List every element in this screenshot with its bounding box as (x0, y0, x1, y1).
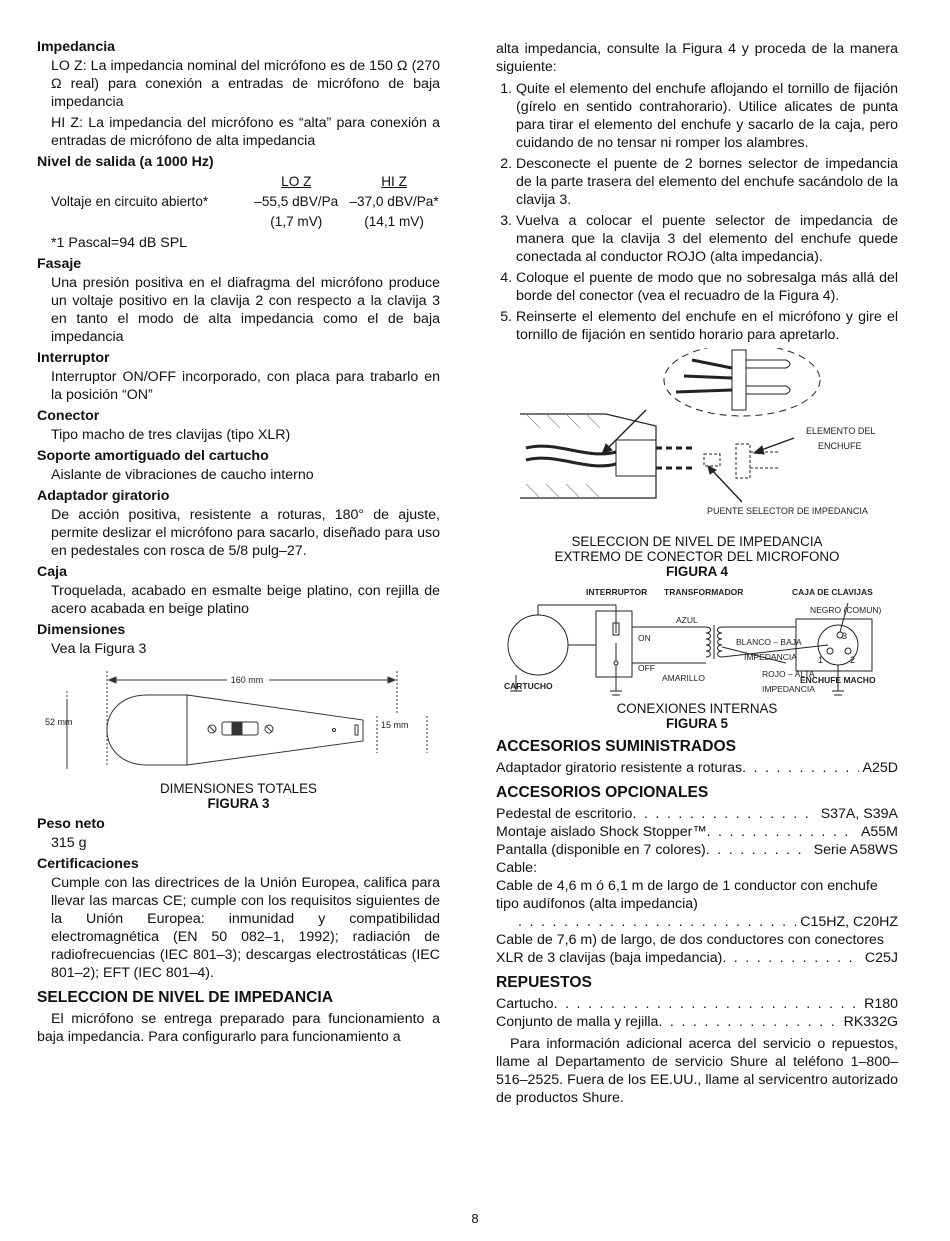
cable-label: Cable: (496, 860, 538, 876)
fig5-enchufe: ENCHUFE MACHO (800, 675, 876, 685)
step-item: 3. Vuelva a colocar el puente selector de impedancia de manera que la clavija 3 del elemento del enchufe quede conectada al conductor ROJO (alta impedancia). (516, 212, 898, 266)
fig5-azul: AZUL (676, 615, 698, 625)
figure-5-wiring-diagram (496, 583, 898, 701)
accessory-model: C15HZ, C20HZ (800, 914, 898, 930)
right-intro: alta impedancia, consulte la Figura 4 y proceda de la manera siguiente: (496, 41, 898, 75)
fig3-tail-label: 15 mm (381, 720, 409, 730)
suministrados-heading: ACCESORIOS SUMINISTRADOS (496, 738, 736, 755)
fig5-pin-3: 3 (842, 631, 848, 641)
service-info: Para información adicional acerca del servicio o repuestos, llame al Departamento de servicio Shure al teléfono 1–800–516–2525. Fuera de los EE.UU., llame al servicentro autorizado de productos Shure. (496, 1036, 898, 1106)
accessory-label: Adaptador giratorio resistente a roturas (496, 760, 743, 776)
fig5-caption-1: CONEXIONES INTERNAS (616, 701, 778, 716)
figure-3-microphone-drawing (37, 661, 440, 781)
fig5-rojo-1: ROJO – ALTA (762, 669, 815, 679)
fasaje-heading: Fasaje (37, 256, 82, 272)
fig5-blanco-1: BLANCO – BAJA (736, 637, 802, 647)
hi-dbv: –37,0 dBV/Pa* (349, 194, 439, 209)
repuestos-heading: REPUESTOS (496, 974, 592, 991)
fig5-blanco-2: IMPEDANCIA (744, 652, 797, 662)
figure-4-connector-drawing (496, 348, 898, 530)
caja-heading: Caja (37, 564, 67, 580)
lo-dbv: –55,5 dBV/Pa (254, 194, 339, 209)
cable-2-desc: Cable de 7,6 m) de largo, de dos conductores con conectores (496, 932, 885, 948)
fig3-len-label: 160 mm (230, 675, 264, 685)
fig5-caja: CAJA DE CLAVIJAS (792, 587, 873, 597)
accessory-line (496, 841, 898, 859)
fig4-elemento-label-1: ELEMENTO DEL (806, 426, 876, 436)
fig3-caption-number: FIGURA 3 (207, 796, 270, 811)
opcionales-heading: ACCESORIOS OPCIONALES (496, 784, 709, 801)
fig5-on: ON (638, 633, 651, 643)
accessory-model: RK332G (843, 1014, 898, 1030)
step-item: 5. Reinserte el elemento del enchufe en el micrófono y gire el tornillo de fijación en sentido horario para apretarlo. (516, 308, 898, 344)
fig4-caption-1: SELECCION DE NIVEL DE IMPEDANCIA (571, 534, 823, 549)
cert-heading: Certificaciones (37, 856, 139, 872)
fig4-caption-2: EXTREMO DE CONECTOR DEL MICROFONO (554, 549, 840, 564)
fig5-pin-2: 2 (850, 655, 856, 665)
accessory-label: Montaje aislado Shock Stopper™ (496, 824, 707, 840)
dimensiones-text: Vea la Figura 3 (51, 641, 147, 657)
figure-3-caption (37, 781, 440, 811)
step-item: 4. Coloque el puente de modo que no sobresalga más allá del borde del conector (vea el recuadro de la Figura 4). (516, 269, 898, 305)
fig5-caption-2: FIGURA 5 (666, 716, 728, 731)
accessory-model: C25J (864, 950, 898, 966)
adaptador-heading: Adaptador giratorio (37, 488, 170, 504)
left-column (37, 38, 440, 1050)
accessory-label: Cartucho (496, 996, 554, 1012)
accessory-line (496, 823, 898, 841)
fig5-negro: NEGRO (COMUN) (810, 605, 882, 615)
conector-heading: Conector (37, 408, 100, 424)
accessory-model: A25D (862, 760, 898, 776)
accessory-model: Serie A58WS (813, 842, 898, 858)
accessory-line (496, 995, 898, 1013)
caja-text: Troquelada, acabado en esmalte beige platino, con rejilla de acero acabada en beige platino (51, 583, 440, 617)
accessory-line (496, 1013, 898, 1031)
accessory-line (496, 759, 898, 777)
accessory-model: S37A, S39A (820, 806, 898, 822)
fig4-elemento-label-2: ENCHUFE (818, 441, 862, 451)
step-item: 1. Quite el elemento del enchufe aflojando el tornillo de fijación (gírelo en sentido contrahorario). Utilice alicates de punta para tirar el elemento del enchufe y sacarlo de la caja, pero cuidando de no tensar ni romper los alambres. (516, 80, 898, 152)
fig5-off: OFF (638, 663, 655, 673)
soporte-text: Aislante de vibraciones de caucho interno (51, 467, 314, 483)
impedancia-lo: LO Z: La impedancia nominal del micrófono es de 150 Ω (270 Ω real) para conexión a entradas de micrófono de baja impedancia (51, 58, 440, 110)
impedancia-hi: HI Z: La impedancia del micrófono es “alta” para conexión a entradas de micrófono de alta impedancia (51, 115, 440, 149)
soporte-heading: Soporte amortiguado del cartucho (37, 448, 269, 464)
hi-mv: (14,1 mV) (364, 214, 424, 229)
fig5-rojo-2: IMPEDANCIA (762, 684, 815, 694)
page-number: 8 (471, 1211, 479, 1226)
fig5-pin-1: 1 (818, 655, 824, 665)
fig5-interruptor: INTERRUPTOR (586, 587, 648, 597)
output-level-table (51, 172, 440, 232)
lo-mv: (1,7 mV) (270, 214, 323, 229)
peso-heading: Peso neto (37, 816, 105, 832)
pascal-footnote: *1 Pascal=94 dB SPL (51, 235, 188, 251)
step-item: 2. Desconecte el puente de 2 bornes selector de impedancia de la parte trasera del elemento del enchufe sacándolo de la clavija 3. (516, 155, 898, 209)
interruptor-heading: Interruptor (37, 350, 110, 366)
peso-text: 315 g (51, 835, 87, 851)
accessory-label: Pedestal de escritorio (496, 806, 633, 822)
accessory-label: Pantalla (disponible en 7 colores) (496, 842, 706, 858)
fig4-caption-3: FIGURA 4 (666, 564, 728, 579)
impedancia-heading: Impedancia (37, 39, 116, 55)
accessory-line (496, 913, 898, 931)
conector-text: Tipo macho de tres clavijas (tipo XLR) (51, 427, 291, 443)
dimensiones-heading: Dimensiones (37, 622, 126, 638)
adaptador-text: De acción positiva, resistente a roturas, 180° de ajuste, permite deslizar el micrófono para sacarlo, diseñado para uso en pedestales con rosca de 5/8 pulg–27. (51, 507, 440, 559)
col-lo-z: LO Z (281, 174, 312, 189)
seleccion-heading: SELECCION DE NIVEL DE IMPEDANCIA (37, 989, 334, 1006)
steps-list (496, 80, 898, 344)
accessory-model: R180 (864, 996, 898, 1012)
fig4-puente-label: PUENTE SELECTOR DE IMPEDANCIA (707, 506, 868, 516)
seleccion-text: El micrófono se entrega preparado para funcionamiento a baja impedancia. Para configurarlo para funcionamiento a (37, 1011, 440, 1045)
accessory-label: XLR de 3 clavijas (baja impedancia) (496, 950, 723, 966)
row-label: Voltaje en circuito abierto* (51, 194, 209, 209)
accessory-label: Conjunto de malla y rejilla (496, 1014, 659, 1030)
accessory-line (496, 949, 898, 967)
figure-5-caption (496, 701, 898, 731)
fig5-amarillo: AMARILLO (662, 673, 705, 683)
accessory-model: A55M (860, 824, 898, 840)
col-hi-z: HI Z (381, 174, 407, 189)
accessory-line (496, 805, 898, 823)
nivel-heading: Nivel de salida (a 1000 Hz) (37, 154, 214, 170)
figure-4-caption (496, 534, 898, 579)
fasaje-text: Una presión positiva en el diafragma del micrófono produce un voltaje positivo en la clavija 2 con respecto a la clavija 3 en tanto el modo de alta impedancia como el de baja impedancia (51, 275, 440, 345)
right-column (496, 40, 898, 1111)
cert-text: Cumple con las directrices de la Unión Europea, califica para llevar las marcas CE; cumple con los requisitos siguientes de la Unión Europea: inmunidad y compatibilidad electromagnética (EN 50 082–1, 1992); radiación de radiofrecuencias (IEC 801–3); descargas electrostáticas (IEC 801–2); EFT (IEC 801–4). (51, 875, 440, 981)
fig3-caption-title: DIMENSIONES TOTALES (159, 781, 317, 796)
fig3-head-label: 52 mm (45, 717, 73, 727)
fig5-cartucho: CARTUCHO (504, 681, 553, 691)
interruptor-text: Interruptor ON/OFF incorporado, con placa para trabarlo en la posición “ON” (51, 369, 440, 403)
fig5-transformador: TRANSFORMADOR (664, 587, 744, 597)
cable-1-desc: Cable de 4,6 m ó 6,1 m de largo de 1 conductor con enchufe tipo audífonos (alta impedancia) (496, 878, 878, 912)
